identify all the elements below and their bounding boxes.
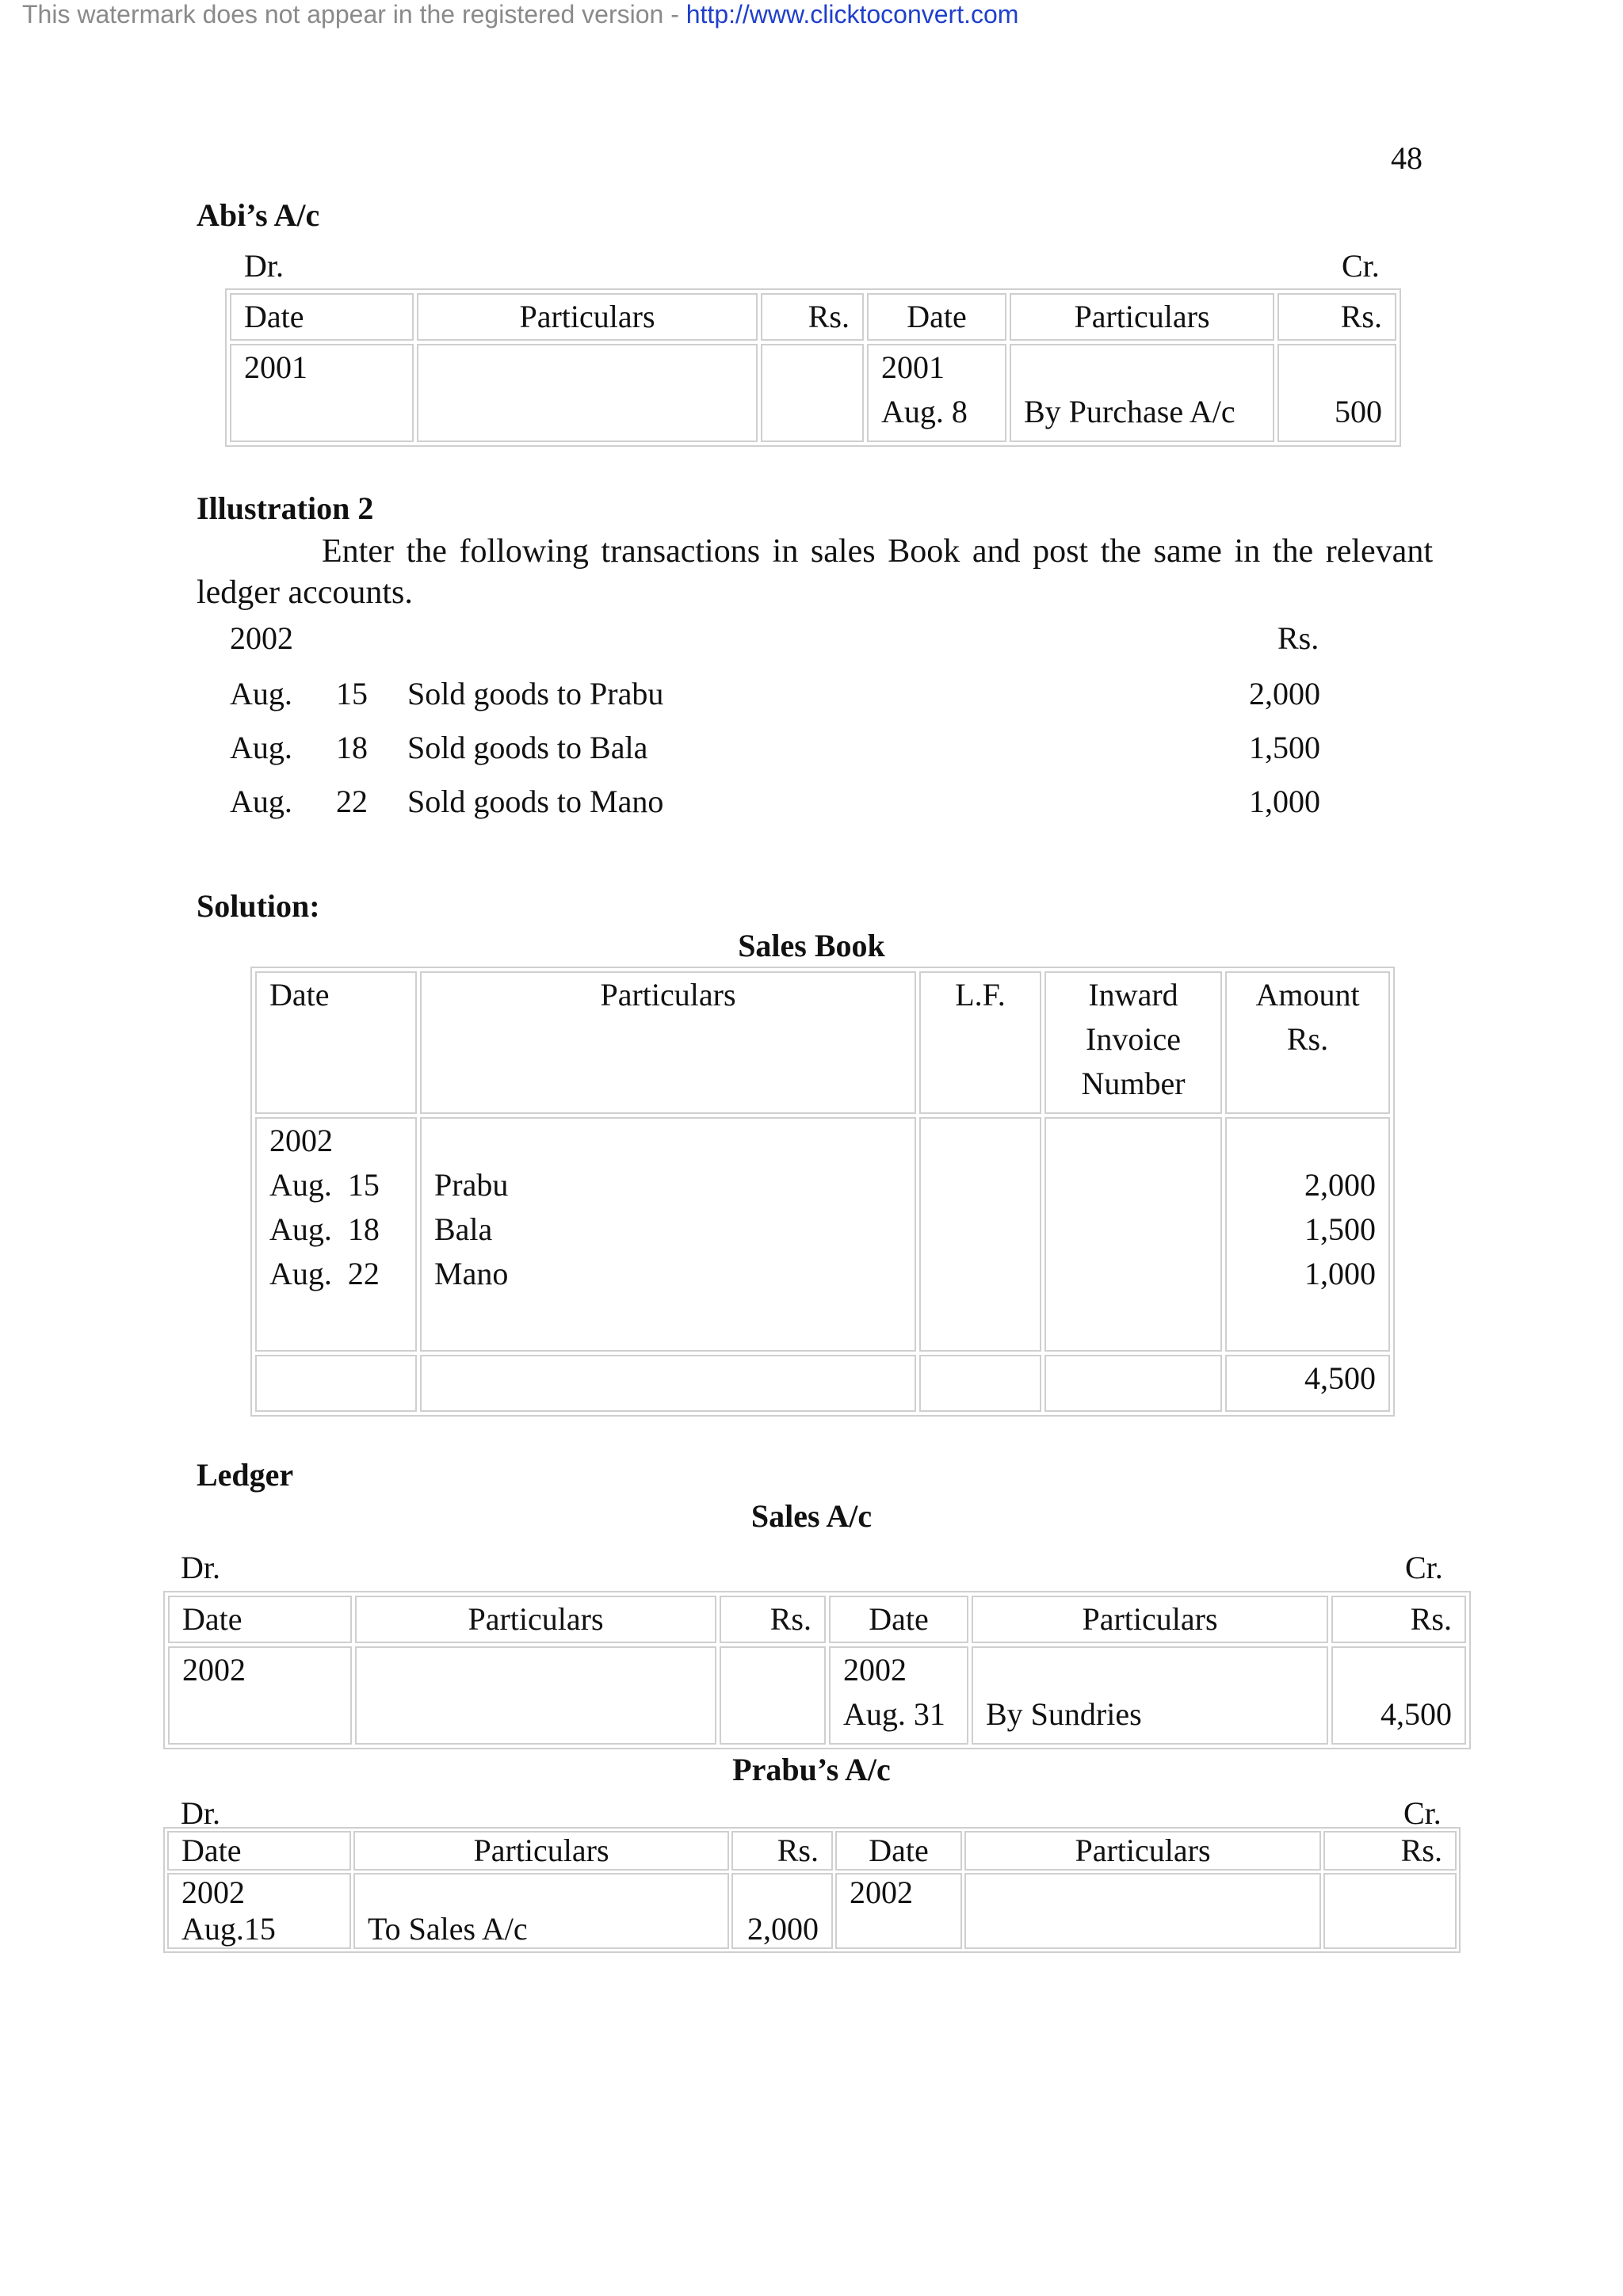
col-particulars: Particulars	[420, 971, 916, 1114]
cr-particulars-cell	[1010, 344, 1274, 442]
col-date-cr: Date	[829, 1596, 968, 1643]
page-number: 48	[1391, 140, 1423, 176]
entry-amount: 1,500	[1304, 1211, 1376, 1247]
transaction-month: Aug.	[230, 784, 292, 819]
abi-ac-cr: Cr.	[1342, 248, 1380, 284]
transaction-desc: Sold goods to Bala	[407, 730, 648, 765]
cr-date-cell	[867, 344, 1006, 442]
transaction-day: 18	[336, 730, 368, 765]
col-particulars-dr: Particulars	[417, 293, 758, 341]
table-header-row	[230, 293, 1396, 341]
dr-rs-cell: 2,000	[731, 1873, 833, 1949]
cr-rs-cell: 4,500	[1331, 1646, 1466, 1745]
col-date-dr: Date	[167, 1831, 351, 1871]
abi-ac-dr: Dr.	[244, 248, 284, 284]
col-date-cr: Date	[867, 293, 1006, 341]
table-header-row	[168, 1596, 1466, 1643]
dr-rs	[761, 344, 864, 442]
transaction-amount: 1,500	[1249, 730, 1320, 765]
transaction-desc: Sold goods to Mano	[407, 784, 664, 819]
transactions-year: 2002	[230, 620, 293, 656]
watermark-link[interactable]: http://www.clicktoconvert.com	[685, 0, 1019, 29]
cr-particulars: By Purchase A/c	[1024, 394, 1235, 429]
sales-ac-title: Sales A/c	[750, 1498, 873, 1534]
entry-date: Aug. 15	[269, 1167, 380, 1203]
col-date-cr: Date	[835, 1831, 962, 1871]
abi-ac-title: Abi’s A/c	[197, 197, 320, 233]
transaction-day: 22	[336, 784, 368, 819]
col-rs-dr: Rs.	[720, 1596, 826, 1643]
entry-amount: 2,000	[1304, 1167, 1376, 1203]
sales-book-table	[250, 967, 1395, 1417]
sales-ac-cr: Cr.	[1405, 1550, 1443, 1585]
prabu-ac-dr: Dr.	[181, 1795, 220, 1831]
entry-date: Aug. 18	[269, 1211, 380, 1247]
ledger-label: Ledger	[197, 1457, 294, 1493]
amounts-cell	[1225, 1117, 1390, 1352]
col-particulars-cr: Particulars	[1010, 293, 1274, 341]
table-row	[230, 344, 1396, 442]
cr-date: Aug. 8	[881, 394, 968, 429]
col-particulars-dr: Particulars	[353, 1831, 729, 1871]
transaction-month: Aug.	[230, 730, 292, 765]
watermark-text: This watermark does not appear in the registered version -	[22, 0, 686, 29]
dr-particulars	[417, 344, 758, 442]
lf-cell	[919, 1117, 1041, 1352]
dr-date-cell: 2002 Aug.15	[167, 1873, 351, 1949]
col-rs-dr: Rs.	[761, 293, 864, 341]
sales-book-total: 4,500	[1225, 1355, 1390, 1412]
dr-date: 2002	[168, 1646, 352, 1745]
illustration-text: Enter the following transactions in sales Book and post the same in the relevant ledger accounts.	[197, 533, 1433, 611]
col-amount: Amount Rs.	[1225, 971, 1390, 1114]
col-lf: L.F.	[919, 971, 1041, 1114]
prabu-ac-cr: Cr.	[1403, 1795, 1442, 1831]
cr-date-cell: 2002 Aug. 31	[829, 1646, 968, 1745]
total-row	[255, 1355, 1390, 1412]
cr-particulars-cell: By Sundries	[972, 1646, 1328, 1745]
prabu-ac-title: Prabu’s A/c	[732, 1752, 891, 1787]
solution-label: Solution:	[197, 888, 320, 924]
entry-name: Mano	[434, 1256, 509, 1291]
table-row	[168, 1646, 1466, 1745]
cr-rs: 500	[1335, 394, 1382, 429]
col-inward-invoice: Inward Invoice Number	[1044, 971, 1222, 1114]
transaction-month: Aug.	[230, 676, 292, 711]
col-rs-dr: Rs.	[731, 1831, 833, 1871]
entry-name: Prabu	[434, 1167, 509, 1203]
cr-year: 2001	[881, 349, 945, 385]
entry-name: Bala	[434, 1211, 493, 1247]
table-header-row	[255, 971, 1390, 1114]
entry-date: Aug. 22	[269, 1256, 380, 1291]
sales-ac-dr: Dr.	[181, 1550, 220, 1585]
col-date-dr: Date	[168, 1596, 352, 1643]
col-particulars-cr: Particulars	[972, 1596, 1328, 1643]
dates-cell: 2002 Aug. 15 Aug. 18 Aug. 22	[255, 1117, 417, 1352]
cr-rs-cell	[1277, 344, 1396, 442]
col-particulars-cr: Particulars	[964, 1831, 1321, 1871]
illustration-title: Illustration 2	[197, 490, 374, 526]
names-cell	[420, 1117, 916, 1352]
invoice-cell	[1044, 1117, 1222, 1352]
col-date-dr: Date	[230, 293, 414, 341]
watermark	[22, 0, 1018, 29]
transaction-day: 15	[336, 676, 368, 711]
transaction-amount: 1,000	[1249, 784, 1320, 819]
transactions-rs-label: Rs.	[1277, 620, 1319, 656]
cr-date-cell: 2002	[835, 1873, 962, 1949]
col-rs-cr: Rs.	[1277, 293, 1396, 341]
dr-particulars-cell: To Sales A/c	[353, 1873, 729, 1949]
table-row	[167, 1873, 1457, 1949]
col-rs-cr: Rs.	[1331, 1596, 1466, 1643]
col-date: Date	[255, 971, 417, 1114]
sales-book-title: Sales Book	[738, 928, 885, 963]
transaction-amount: 2,000	[1249, 676, 1320, 711]
table-row	[255, 1117, 1390, 1352]
table-header-row	[167, 1831, 1457, 1871]
col-particulars-dr: Particulars	[355, 1596, 716, 1643]
sales-ac-table	[163, 1591, 1471, 1749]
dr-date: 2001	[230, 344, 414, 442]
abi-ac-table	[225, 288, 1401, 447]
transaction-desc: Sold goods to Prabu	[407, 676, 664, 711]
col-rs-cr: Rs.	[1323, 1831, 1457, 1871]
prabu-ac-table	[163, 1827, 1461, 1953]
entry-amount: 1,000	[1304, 1256, 1376, 1291]
